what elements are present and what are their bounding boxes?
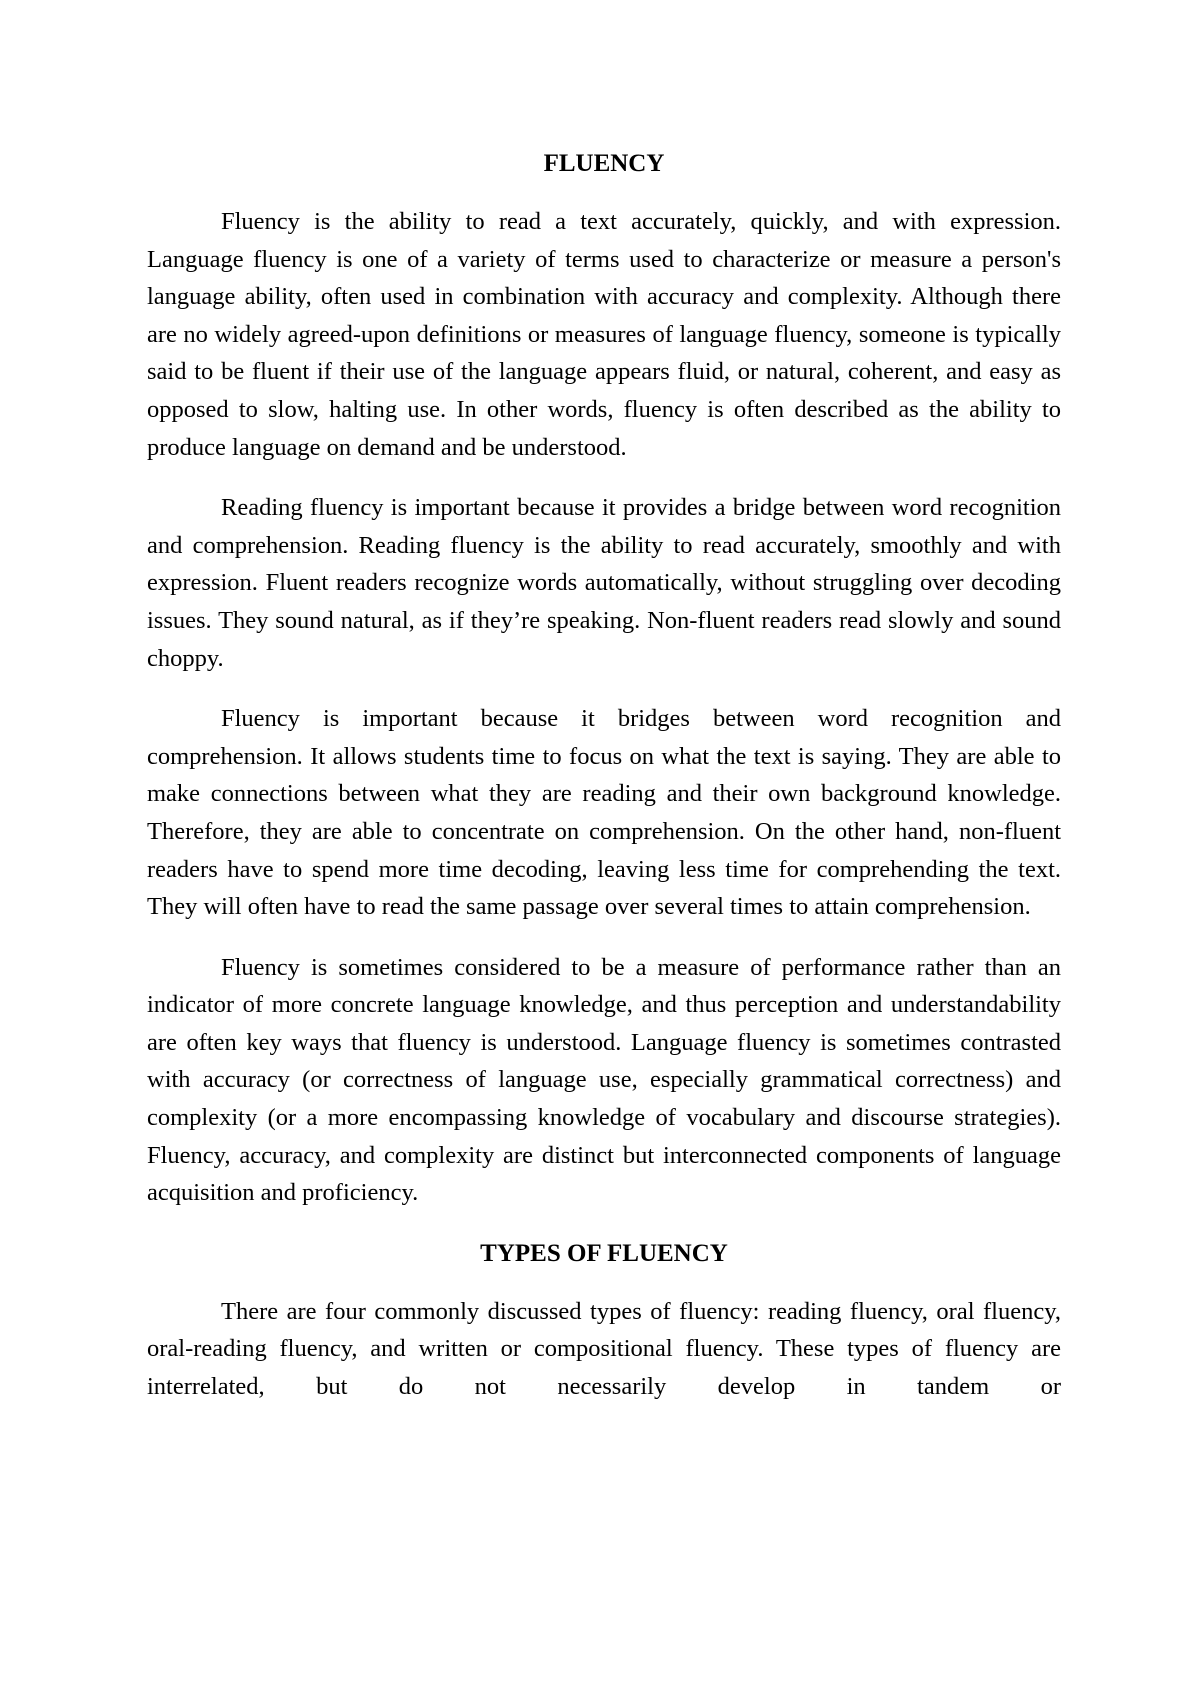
paragraph-types: There are four commonly discussed types of fluency: reading fluency, oral fluency, oral-reading fluency, and written or compositional fluency. These types of fluency are interrelated, but do not necessarily develop in tandem or	[147, 1297, 1061, 1401]
paragraph-reading-fluency: Reading fluency is important because it provides a bridge between word recognition and comprehension. Reading fluency is the ability to read accurately, smoothly and with expression. Fluent readers recognize words automatically, without struggling over decoding issues. They sound natural, as if they’re speaking. Non-fluent readers read slowly and sound choppy.	[147, 494, 1061, 672]
paragraph-definition: Fluency is the ability to read a text accurately, quickly, and with expression. Language fluency is one of a variety of terms used to characterize or measure a person's language ability, often used in combination with accuracy and complexity. Although there are no widely agreed-upon definitions or measures of language fluency, someone is typically said to be fluent if their use of the language appears fluid, or natural, coherent, and easy as opposed to slow, halting use. In other words, fluency is often described as the ability to produce language on demand and be understood.	[147, 208, 1061, 461]
section-title-types: TYPES OF FLUENCY	[480, 1239, 728, 1267]
document-body	[147, 145, 1061, 1429]
paragraph-performance: Fluency is sometimes considered to be a measure of performance rather than an indicator of more concrete language knowledge, and thus perception and understandability are often key ways that fluency is understood. Language fluency is sometimes contrasted with accuracy (or correctness of language use, especially grammatical correctness) and complexity (or a more encompassing knowledge of vocabulary and discourse strategies). Fluency, accuracy, and complexity are distinct but interconnected components of language acquisition and proficiency.	[147, 953, 1061, 1207]
paragraph-importance: Fluency is important because it bridges between word recognition and comprehension. It allows students time to focus on what the text is saying. They are able to make connections between what they are reading and their own background knowledge. Therefore, they are able to concentrate on comprehension. On the other hand, non-fluent readers have to spend more time decoding, leaving less time for comprehending the text. They will often have to read the same passage over several times to attain comprehension.	[147, 705, 1061, 921]
document-title: FLUENCY	[543, 150, 665, 177]
